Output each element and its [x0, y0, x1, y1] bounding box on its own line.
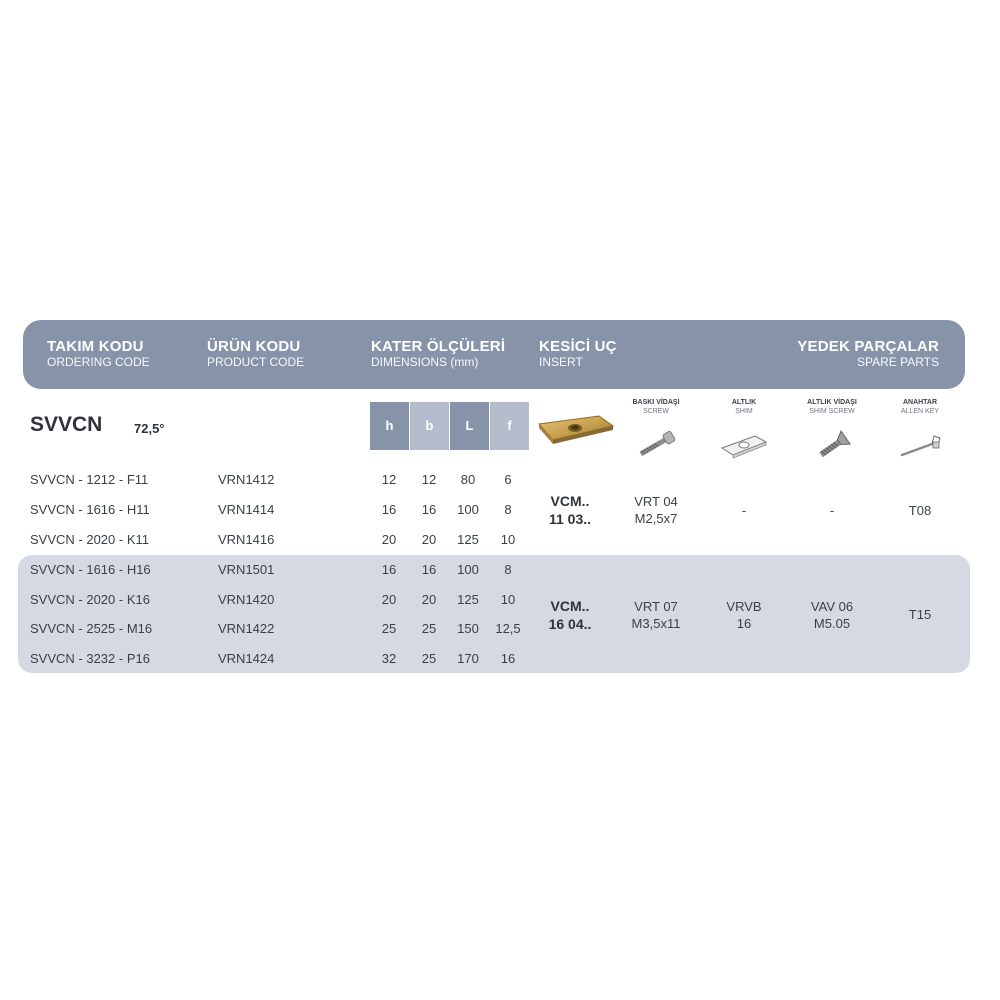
- header-product-code: [207, 338, 304, 370]
- group2-screw-line2: M3,5x11: [631, 616, 681, 631]
- group2-insert-line2: 16 04..: [548, 616, 592, 632]
- cell-b: 12: [421, 472, 437, 487]
- group1-insert: [530, 492, 610, 528]
- cell-h: 12: [381, 472, 397, 487]
- cell-product: VRN1414: [218, 502, 275, 517]
- spare-shim-sub: SHIM: [735, 408, 753, 415]
- group1-shim-screw: -: [829, 503, 835, 518]
- header-spare-parts: [797, 338, 939, 370]
- cell-l: 100: [457, 502, 479, 517]
- shim-icon: [719, 430, 769, 460]
- spare-screw-title: BASKI VİDAŞI: [632, 399, 680, 406]
- cell-l: 80: [460, 472, 476, 487]
- spare-shim-screw-sub: SHIM SCREW: [809, 408, 855, 415]
- cell-f: 10: [500, 532, 516, 547]
- cell-ordering: SVVCN - 3232 - P16: [30, 651, 150, 666]
- header-product-sub: PRODUCT CODE: [207, 355, 305, 369]
- dim-header-f: f: [490, 402, 529, 450]
- cell-product: VRN1501: [218, 562, 275, 577]
- header-insert-title: KESİCİ UÇ: [539, 338, 617, 355]
- cell-b: 16: [421, 502, 437, 517]
- cell-h: 16: [381, 562, 397, 577]
- table-header-bar: [23, 320, 965, 389]
- spare-header-screw: [611, 398, 701, 416]
- cell-f: 10: [500, 592, 516, 607]
- insert-icon: [537, 412, 615, 446]
- cell-l: 170: [457, 651, 479, 666]
- group1-allen-key: T08: [908, 503, 932, 518]
- group1-screw-line1: VRT 04: [634, 494, 678, 509]
- cell-f: 16: [500, 651, 516, 666]
- group1-shim: -: [741, 503, 747, 518]
- header-product-title: ÜRÜN KODU: [207, 338, 301, 355]
- series-title: SVVCN: [30, 413, 103, 436]
- spare-allen-key-sub: ALLEN KEY: [900, 408, 940, 415]
- cell-b: 20: [421, 592, 437, 607]
- cell-l: 150: [457, 621, 479, 636]
- cell-h: 20: [381, 532, 397, 547]
- header-ordering-code: [47, 338, 150, 370]
- group1-screw-line2: M2,5x7: [634, 511, 678, 526]
- cell-b: 20: [421, 532, 437, 547]
- cell-b: 16: [421, 562, 437, 577]
- group2-shim-screw-line2: M5.05: [813, 616, 851, 631]
- header-insert: [539, 338, 617, 370]
- header-dimensions: [371, 338, 505, 370]
- header-dimensions-sub: DIMENSIONS (mm): [371, 355, 479, 369]
- cell-f: 8: [504, 562, 512, 577]
- spare-header-allen-key: [875, 398, 965, 416]
- spare-header-shim: [699, 398, 789, 416]
- header-ordering-sub: ORDERING CODE: [47, 355, 150, 369]
- header-spare-sub: SPARE PARTS: [856, 355, 939, 369]
- spare-shim-title: ALTLIK: [731, 399, 757, 406]
- cell-f: 12,5: [495, 621, 521, 636]
- cell-product: VRN1422: [218, 621, 275, 636]
- cell-l: 125: [457, 532, 479, 547]
- cell-l: 125: [457, 592, 479, 607]
- cell-l: 100: [457, 562, 479, 577]
- allen-key-icon: [898, 430, 944, 460]
- group2-shim-line1: VRVB: [726, 599, 762, 614]
- header-dimensions-title: KATER ÖLÇÜLERİ: [371, 338, 506, 355]
- spare-allen-key-title: ANAHTAR: [902, 399, 938, 406]
- cell-ordering: SVVCN - 2525 - M16: [30, 621, 153, 636]
- header-ordering-title: TAKIM KODU: [47, 338, 144, 355]
- group1-insert-line1: VCM..: [550, 493, 590, 509]
- cell-product: VRN1424: [218, 651, 275, 666]
- spare-screw-sub: SCREW: [642, 408, 670, 415]
- cell-b: 25: [421, 651, 437, 666]
- cell-ordering: SVVCN - 2020 - K11: [30, 532, 149, 547]
- group1-insert-line2: 11 03..: [548, 511, 592, 527]
- header-insert-sub: INSERT: [539, 355, 583, 369]
- group2-allen-key: T15: [908, 607, 932, 622]
- cell-h: 32: [381, 651, 397, 666]
- cell-product: VRN1412: [218, 472, 275, 487]
- cell-ordering: SVVCN - 1212 - F11: [30, 472, 149, 487]
- group2-insert-line1: VCM..: [550, 598, 590, 614]
- spare-shim-screw-title: ALTLIK VİDAŞI: [807, 399, 857, 406]
- dim-header-h: h: [370, 402, 409, 450]
- cell-h: 25: [381, 621, 397, 636]
- dim-header-L: L: [450, 402, 489, 450]
- cell-h: 16: [381, 502, 397, 517]
- cell-ordering: SVVCN - 1616 - H16: [30, 562, 151, 577]
- spare-header-shim-screw: [787, 398, 877, 416]
- group2-shim-screw-line1: VAV 06: [810, 599, 854, 614]
- group2-shim-line2: 16: [736, 616, 752, 631]
- header-spare-title: YEDEK PARÇALAR: [797, 338, 939, 355]
- cell-ordering: SVVCN - 1616 - H11: [30, 502, 150, 517]
- cell-h: 20: [381, 592, 397, 607]
- cell-f: 8: [504, 502, 512, 517]
- group2-insert: [530, 597, 610, 633]
- screw-icon: [634, 428, 680, 460]
- cell-product: VRN1420: [218, 592, 275, 607]
- cell-product: VRN1416: [218, 532, 275, 547]
- cell-f: 6: [504, 472, 512, 487]
- shim-screw-icon: [815, 428, 855, 462]
- group2-screw-line1: VRT 07: [634, 599, 678, 614]
- cell-ordering: SVVCN - 2020 - K16: [30, 592, 150, 607]
- cell-b: 25: [421, 621, 437, 636]
- dim-header-b: b: [410, 402, 449, 450]
- series-angle: 72,5°: [134, 421, 165, 436]
